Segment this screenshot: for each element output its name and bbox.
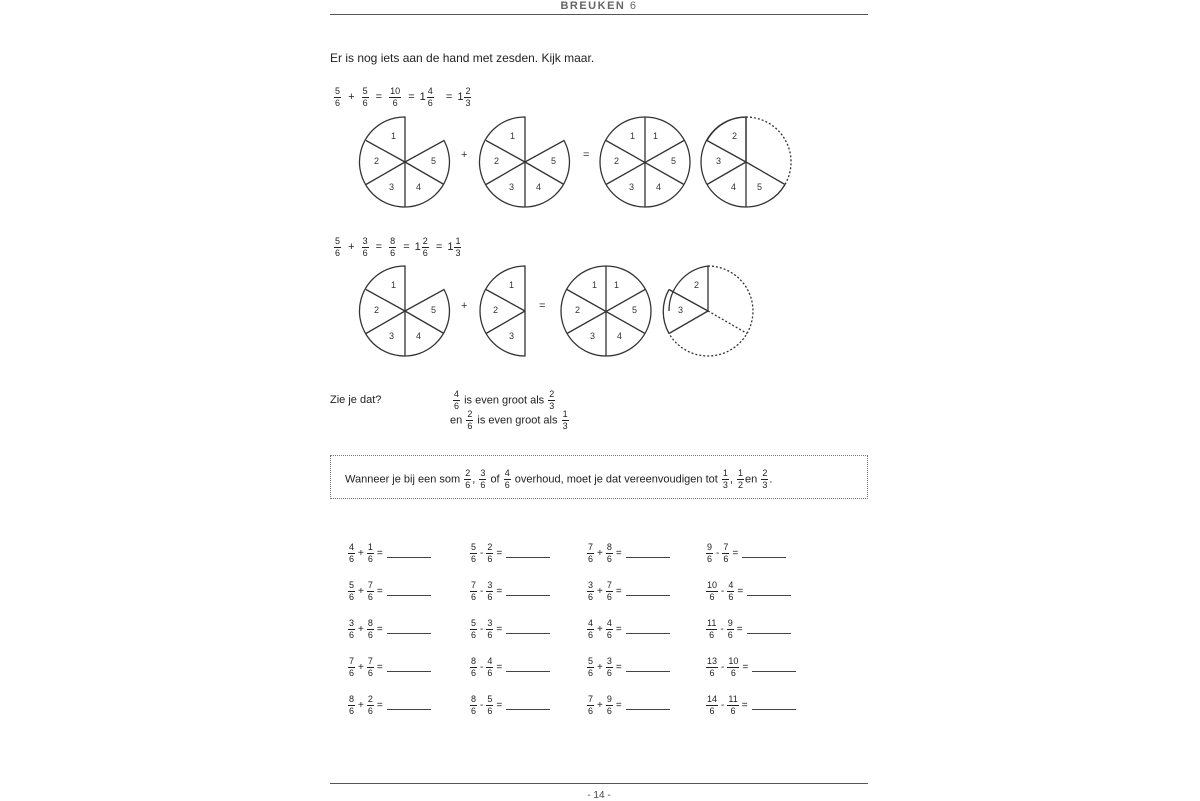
- rule-box: [330, 455, 868, 499]
- fraction: $\frac{7}{6}$: [588, 542, 594, 564]
- fraction: $\frac{4}{6}$: [728, 580, 734, 602]
- comparison-line-1: $\frac{4}{6}$ is even groot als $\frac{2}{3}$: [454, 389, 555, 411]
- fraction: $\frac{9}{6}$: [606, 694, 612, 716]
- fraction: $\frac{2}{3}$: [465, 86, 471, 108]
- answer-blank[interactable]: [752, 663, 796, 672]
- fraction: $\frac{2}{3}$: [762, 468, 768, 490]
- fraction: $\frac{3}{6}$: [480, 468, 486, 490]
- comparison-line-2: en $\frac{2}{6}$ is even groot als $\frac{1}{3}$: [450, 409, 568, 431]
- answer-blank[interactable]: [742, 549, 786, 558]
- fraction: $\frac{5}{6}$: [588, 656, 594, 678]
- fraction: $\frac{2}{3}$: [549, 389, 555, 411]
- zie-je-dat-label: Zie je dat?: [330, 394, 382, 406]
- pie-label: 5: [431, 156, 437, 166]
- fraction: $\frac{4}{6}$: [427, 86, 433, 108]
- exercise-item: $\frac{7}{6}$ + $\frac{9}{6}$ =: [586, 695, 670, 716]
- fraction: $\frac{10}{6}$: [728, 656, 739, 678]
- plus-sign: +: [461, 300, 468, 312]
- fraction: $\frac{7}{6}$: [588, 694, 594, 716]
- fraction: $\frac{8}{6}$: [367, 618, 373, 640]
- pie-label: 4: [731, 182, 737, 192]
- pie-label: 2: [732, 131, 738, 141]
- pie-label: 5: [671, 156, 677, 166]
- fraction: $\frac{14}{6}$: [707, 694, 718, 716]
- fraction: $\frac{8}{6}$: [349, 694, 355, 716]
- fraction: $\frac{4}{6}$: [487, 656, 493, 678]
- fraction: $\frac{3}{6}$: [487, 618, 493, 640]
- answer-blank[interactable]: [626, 587, 670, 596]
- pie-label: 5: [632, 305, 638, 315]
- pie-label: 1: [509, 280, 515, 290]
- pie-label: 1: [510, 131, 516, 141]
- header-title: BREUKEN: [560, 0, 626, 12]
- answer-blank[interactable]: [387, 663, 431, 672]
- answer-blank[interactable]: [506, 625, 550, 634]
- fraction: $\frac{8}{6}$: [471, 656, 477, 678]
- pie-label: 1: [592, 280, 598, 290]
- fraction: $\frac{2}{6}$: [467, 409, 473, 431]
- fraction: $\frac{1}{6}$: [367, 542, 373, 564]
- fraction: $\frac{13}{6}$: [707, 656, 718, 678]
- header-number: 6: [629, 0, 638, 12]
- fraction: $\frac{10}{6}$: [390, 86, 401, 108]
- answer-blank[interactable]: [626, 701, 670, 710]
- exercise-item: $\frac{5}{6}$ + $\frac{7}{6}$ =: [347, 581, 431, 602]
- answer-blank[interactable]: [747, 587, 791, 596]
- fraction: $\frac{11}{6}$: [728, 694, 738, 716]
- pie-label: 3: [716, 156, 722, 166]
- exercise-item: $\frac{3}{6}$ + $\frac{7}{6}$ =: [586, 581, 670, 602]
- fraction: $\frac{1}{2}$: [738, 468, 744, 490]
- pie-label: 2: [493, 305, 499, 315]
- exercise-item: $\frac{4}{6}$ + $\frac{4}{6}$ =: [586, 619, 670, 640]
- answer-blank[interactable]: [506, 663, 550, 672]
- exercise-item: $\frac{3}{6}$ + $\frac{8}{6}$ =: [347, 619, 431, 640]
- fraction: $\frac{2}{6}$: [465, 468, 471, 490]
- answer-blank[interactable]: [387, 701, 431, 710]
- answer-blank[interactable]: [387, 587, 431, 596]
- equals-sign: =: [583, 149, 590, 161]
- exercise-item: $\frac{7}{6}$ + $\frac{7}{6}$ =: [347, 657, 431, 678]
- fraction: $\frac{4}{6}$: [349, 542, 355, 564]
- fraction: $\frac{3}{6}$: [349, 618, 355, 640]
- answer-blank[interactable]: [506, 587, 550, 596]
- fraction: $\frac{2}{6}$: [367, 694, 373, 716]
- pie-label: 3: [678, 305, 684, 315]
- exercise-item: $\frac{5}{6}$ + $\frac{3}{6}$ =: [586, 657, 670, 678]
- example2-equation: $\frac{5}{6}$ + $\frac{3}{6}$ = $\frac{8}{6}$ = 1 $\frac{2}{6}$ = 1 $\frac{1}{3}$: [335, 236, 461, 258]
- page-number: - 14 -: [587, 790, 611, 801]
- exercise-item: $\frac{5}{6}$ - $\frac{2}{6}$ =: [469, 543, 550, 564]
- pie-label: 2: [694, 280, 700, 290]
- exercise-item: $\frac{9}{6}$ - $\frac{7}{6}$ =: [705, 543, 786, 564]
- pie-label: 3: [629, 182, 635, 192]
- rule-text: Wanneer je bij een som $\frac{2}{6}$ , $\frac{3}{6}$ of $\frac{4}{6}$ overhoud, moet je dat vereenvoudigen tot $\frac{1}{3}$ , $\frac{1}{2}$ en $\frac{2}{3}$ .: [345, 468, 773, 490]
- fraction: $\frac{5}{6}$: [471, 542, 477, 564]
- pie-label: 4: [416, 182, 422, 192]
- answer-blank[interactable]: [626, 663, 670, 672]
- exercise-item: $\frac{14}{6}$ - $\frac{11}{6}$ =: [705, 695, 796, 716]
- fraction: $\frac{3}{6}$: [487, 580, 493, 602]
- pie-label: 1: [391, 280, 397, 290]
- fraction: $\frac{5}{6}$: [335, 236, 341, 258]
- fraction: $\frac{1}{3}$: [562, 409, 568, 431]
- pie-label: 3: [509, 331, 515, 341]
- fraction: $\frac{10}{6}$: [707, 580, 718, 602]
- fraction: $\frac{8}{6}$: [471, 694, 477, 716]
- answer-blank[interactable]: [506, 549, 550, 558]
- plus-sign: +: [461, 149, 468, 161]
- pie-label: 3: [509, 182, 515, 192]
- fraction: $\frac{4}{6}$: [606, 618, 612, 640]
- answer-blank[interactable]: [506, 701, 550, 710]
- fraction: $\frac{8}{6}$: [390, 236, 396, 258]
- fraction: $\frac{7}{6}$: [367, 580, 373, 602]
- footer-rule: [330, 783, 868, 784]
- fraction: $\frac{7}{6}$: [349, 656, 355, 678]
- pie-label: 4: [617, 331, 623, 341]
- fraction: $\frac{9}{6}$: [707, 542, 713, 564]
- fraction: $\frac{1}{3}$: [722, 468, 728, 490]
- fraction: $\frac{4}{6}$: [504, 468, 510, 490]
- pie-label: 1: [653, 131, 659, 141]
- fraction: $\frac{11}{6}$: [707, 618, 717, 640]
- exercise-item: $\frac{10}{6}$ - $\frac{4}{6}$ =: [705, 581, 791, 602]
- pie-label: 4: [536, 182, 542, 192]
- pie-label: 4: [416, 331, 422, 341]
- equals-sign: =: [539, 300, 546, 312]
- answer-blank[interactable]: [626, 625, 670, 634]
- pie-label: 1: [630, 131, 636, 141]
- answer-blank[interactable]: [752, 701, 796, 710]
- pie-label: 2: [575, 305, 581, 315]
- pie-label: 5: [757, 182, 763, 192]
- fraction: $\frac{4}{6}$: [454, 389, 460, 411]
- example2-pie-diagram: [330, 256, 870, 366]
- fraction: $\frac{5}{6}$: [335, 86, 341, 108]
- pie-label: 2: [374, 156, 380, 166]
- fraction: $\frac{5}{6}$: [349, 580, 355, 602]
- fraction: $\frac{7}{6}$: [606, 580, 612, 602]
- fraction: $\frac{4}{6}$: [588, 618, 594, 640]
- fraction: $\frac{7}{6}$: [723, 542, 729, 564]
- fraction: $\frac{3}{6}$: [588, 580, 594, 602]
- pie-label: 2: [374, 305, 380, 315]
- exercise-item: $\frac{8}{6}$ - $\frac{4}{6}$ =: [469, 657, 550, 678]
- exercise-item: $\frac{7}{6}$ + $\frac{8}{6}$ =: [586, 543, 670, 564]
- pie-label: 4: [656, 182, 662, 192]
- fraction: $\frac{2}{6}$: [422, 236, 428, 258]
- header-rule: [330, 14, 868, 15]
- example1-pie-diagram: [330, 105, 870, 220]
- exercise-item: $\frac{8}{6}$ - $\frac{5}{6}$ =: [469, 695, 550, 716]
- pie-label: 2: [614, 156, 620, 166]
- pie-label: 1: [614, 280, 620, 290]
- intro-text: Er is nog iets aan de hand met zesden. Kijk maar.: [330, 51, 595, 65]
- fraction: $\frac{5}{6}$: [487, 694, 493, 716]
- exercise-item: $\frac{8}{6}$ + $\frac{2}{6}$ =: [347, 695, 431, 716]
- fraction: $\frac{3}{6}$: [362, 236, 368, 258]
- fraction: $\frac{7}{6}$: [367, 656, 373, 678]
- pie-label: 3: [389, 331, 395, 341]
- exercise-item: $\frac{11}{6}$ - $\frac{9}{6}$ =: [705, 619, 791, 640]
- pie-label: 5: [431, 305, 437, 315]
- fraction: $\frac{7}{6}$: [471, 580, 477, 602]
- exercise-item: $\frac{7}{6}$ - $\frac{3}{6}$ =: [469, 581, 550, 602]
- pie-label: 3: [389, 182, 395, 192]
- pie-label: 1: [391, 131, 397, 141]
- exercise-item: $\frac{4}{6}$ + $\frac{1}{6}$ =: [347, 543, 431, 564]
- page-header: [330, 0, 868, 12]
- fraction: $\frac{9}{6}$: [727, 618, 733, 640]
- fraction: $\frac{8}{6}$: [606, 542, 612, 564]
- pie-label: 2: [494, 156, 500, 166]
- exercise-item: $\frac{5}{6}$ - $\frac{3}{6}$ =: [469, 619, 550, 640]
- pie-label: 3: [590, 331, 596, 341]
- answer-blank[interactable]: [747, 625, 791, 634]
- exercise-item: $\frac{13}{6}$ - $\frac{10}{6}$ =: [705, 657, 796, 678]
- fraction: $\frac{2}{6}$: [487, 542, 493, 564]
- example1-equation: $\frac{5}{6}$ + $\frac{5}{6}$ = $\frac{10}{6}$ = 1 $\frac{4}{6}$ = 1 $\frac{2}{3}$: [335, 86, 471, 108]
- answer-blank[interactable]: [387, 625, 431, 634]
- answer-blank[interactable]: [387, 549, 431, 558]
- answer-blank[interactable]: [626, 549, 670, 558]
- fraction: $\frac{3}{6}$: [606, 656, 612, 678]
- fraction: $\frac{5}{6}$: [362, 86, 368, 108]
- fraction: $\frac{1}{3}$: [455, 236, 461, 258]
- fraction: $\frac{5}{6}$: [471, 618, 477, 640]
- pie-label: 5: [551, 156, 557, 166]
